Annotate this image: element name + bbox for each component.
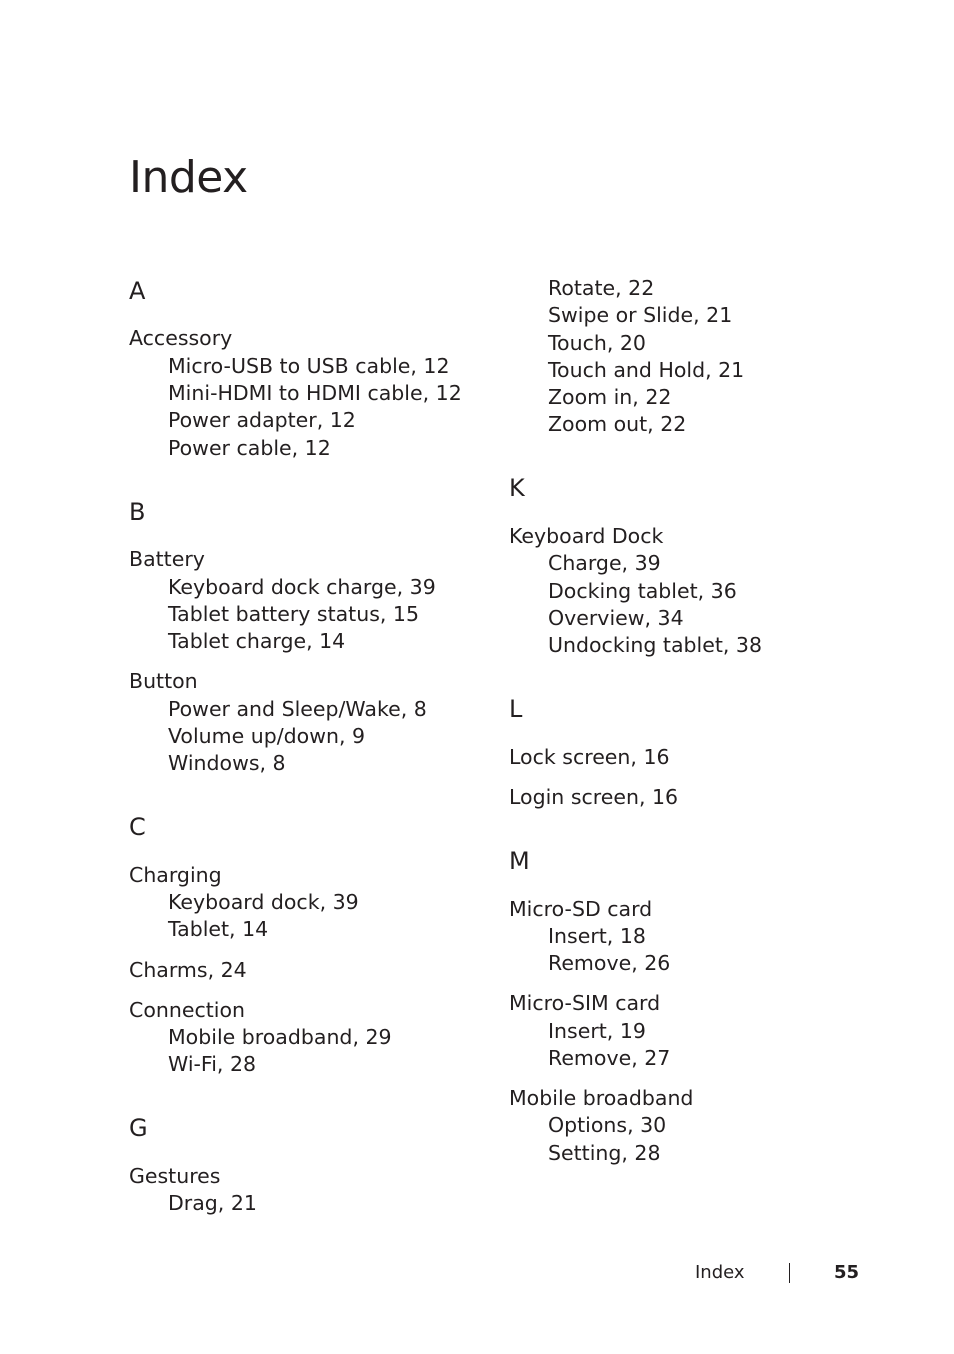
index-subentry: Power and Sleep/Wake, 8: [168, 697, 427, 721]
section-letter-l: L: [509, 695, 523, 723]
index-subentry: Micro-USB to USB cable, 12: [168, 354, 450, 378]
index-term-login-screen: Login screen, 16: [509, 785, 679, 809]
index-subentry: Tablet charge, 14: [168, 629, 346, 653]
section-letter-m: M: [509, 847, 530, 875]
index-subentry: Power adapter, 12: [168, 408, 356, 432]
section-letter-b: B: [129, 498, 146, 526]
index-subentry: Rotate, 22: [548, 276, 655, 300]
index-subentry: Tablet, 14: [168, 917, 269, 941]
index-subentry: Keyboard dock charge, 39: [168, 575, 436, 599]
index-subentry: Insert, 18: [548, 924, 646, 948]
index-term-battery: Battery: [129, 547, 205, 571]
index-term-charging: Charging: [129, 863, 222, 887]
section-letter-g: G: [129, 1114, 148, 1142]
section-letter-k: K: [509, 474, 525, 502]
index-subentry: Undocking tablet, 38: [548, 633, 762, 657]
index-term-accessory: Accessory: [129, 326, 233, 350]
page-title: Index: [129, 152, 248, 203]
index-subentry: Keyboard dock, 39: [168, 890, 359, 914]
index-term-lock-screen: Lock screen, 16: [509, 745, 670, 769]
section-letter-c: C: [129, 813, 146, 841]
index-subentry: Setting, 28: [548, 1141, 661, 1165]
index-term-micro-sd: Micro-SD card: [509, 897, 653, 921]
index-subentry: Zoom out, 22: [548, 412, 687, 436]
index-subentry: Power cable, 12: [168, 436, 331, 460]
index-term-charms: Charms, 24: [129, 958, 247, 982]
index-subentry: Tablet battery status, 15: [168, 602, 420, 626]
index-term-gestures: Gestures: [129, 1164, 221, 1188]
index-subentry: Wi-Fi, 28: [168, 1052, 257, 1076]
index-term-keyboard-dock: Keyboard Dock: [509, 524, 664, 548]
index-subentry: Drag, 21: [168, 1191, 257, 1215]
index-subentry: Docking tablet, 36: [548, 579, 737, 603]
section-letter-a: A: [129, 277, 146, 305]
index-term-button: Button: [129, 669, 198, 693]
index-term-connection: Connection: [129, 998, 245, 1022]
index-subentry: Overview, 34: [548, 606, 684, 630]
index-subentry: Mobile broadband, 29: [168, 1025, 392, 1049]
page-number: 55: [834, 1262, 860, 1283]
index-term-mobile-broadband: Mobile broadband: [509, 1086, 694, 1110]
index-term-micro-sim: Micro-SIM card: [509, 991, 661, 1015]
index-subentry: Insert, 19: [548, 1019, 646, 1043]
footer-divider: [789, 1263, 790, 1283]
index-subentry: Zoom in, 22: [548, 385, 672, 409]
index-subentry: Volume up/down, 9: [168, 724, 366, 748]
index-subentry: Remove, 27: [548, 1046, 671, 1070]
index-subentry: Mini-HDMI to HDMI cable, 12: [168, 381, 462, 405]
index-subentry: Charge, 39: [548, 551, 661, 575]
index-subentry: Windows, 8: [168, 751, 286, 775]
index-subentry: Touch and Hold, 21: [548, 358, 745, 382]
index-subentry: Swipe or Slide, 21: [548, 303, 733, 327]
index-subentry: Remove, 26: [548, 951, 671, 975]
footer-section-label: Index: [695, 1262, 745, 1283]
index-subentry: Touch, 20: [548, 331, 646, 355]
index-subentry: Options, 30: [548, 1113, 667, 1137]
